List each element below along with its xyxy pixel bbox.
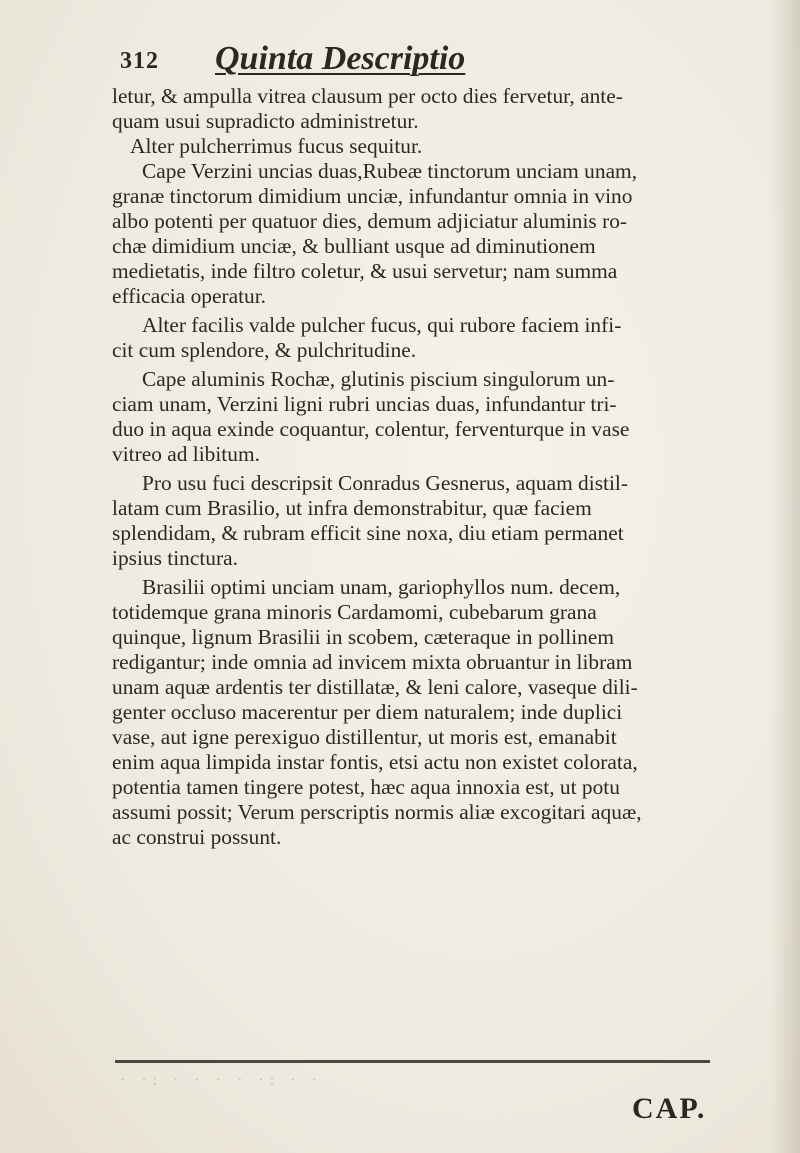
text-line: cit cum splendore, & pulchritudine. <box>112 338 417 362</box>
text-line: ac construi possunt. <box>112 825 282 849</box>
text-line: efficacia operatur. <box>112 284 266 308</box>
text-line: duo in aqua exinde coquantur, colentur, ferventurque in vase <box>112 417 630 441</box>
text-line: letur, & ampulla vitrea clausum per octo dies fervetur, ante- <box>112 84 623 108</box>
text-line: Cape aluminis Rochæ, glutinis piscium singulorum un- <box>142 367 615 391</box>
text-line: unam aquæ ardentis ter distillatæ, & leni calore, vaseque dili- <box>112 675 638 699</box>
text-line: assumi possit; Verum perscriptis normis aliæ excogitari aquæ, <box>112 800 642 824</box>
text-line: redigantur; inde omnia ad invicem mixta obruantur in libram <box>112 650 633 674</box>
body-text <box>112 84 707 850</box>
text-line: Alter facilis valde pulcher fucus, qui rubore faciem infi- <box>142 313 622 337</box>
page-number: 312 <box>120 48 159 74</box>
text-line: totidemque grana minoris Cardamomi, cubebarum grana <box>112 600 597 624</box>
catchword: CAP. <box>632 1092 707 1125</box>
text-line: ciam unam, Verzini ligni rubri uncias duas, infundantur tri- <box>112 392 617 416</box>
text-line: potentia tamen tingere potest, hæc aqua innoxia est, ut potu <box>112 775 620 799</box>
footer-rule <box>115 1060 710 1063</box>
text-line: medietatis, inde filtro coletur, & usui servetur; nam summa <box>112 259 618 283</box>
text-line: granæ tinctorum dimidium unciæ, infundantur omnia in vino <box>112 184 633 208</box>
page-header <box>120 40 680 80</box>
text-line: enim aqua limpida instar fontis, etsi actu non existet colorata, <box>112 750 638 774</box>
text-line: Pro usu fuci descripsit Conradus Gesnerus, aquam distil- <box>142 471 628 495</box>
text-line: albo potenti per quatuor dies, demum adjiciatur aluminis ro- <box>112 209 628 233</box>
text-line: quam usui supradicto administretur. <box>112 109 419 133</box>
section-heading: Alter pulcherrimus fucus sequitur. <box>130 134 423 158</box>
text-line: Cape Verzini uncias duas,Rubeæ tinctorum unciam unam, <box>142 159 638 183</box>
text-line: vase, aut igne perexiguo distillentur, ut moris est, emanabit <box>112 725 617 749</box>
text-line: ipsius tinctura. <box>112 546 238 570</box>
text-line: Brasilii optimi unciam unam, gariophyllos num. decem, <box>142 575 621 599</box>
text-line: latam cum Brasilio, ut infra demonstrabitur, quæ faciem <box>112 496 592 520</box>
page-edge-shadow <box>770 0 800 1153</box>
bleed-through-texture: · ·: · · · · ·: · · <box>120 1072 323 1089</box>
text-line: splendidam, & rubram efficit sine noxa, diu etiam permanet <box>112 521 624 545</box>
text-line: genter occluso macerentur per diem naturalem; inde duplici <box>112 700 623 724</box>
text-line: chæ dimidium unciæ, & bulliant usque ad diminutionem <box>112 234 596 258</box>
running-title: Quinta Descriptio <box>215 40 466 77</box>
text-line: vitreo ad libitum. <box>112 442 260 466</box>
text-line: quinque, lignum Brasilii in scobem, cæteraque in pollinem <box>112 625 615 649</box>
